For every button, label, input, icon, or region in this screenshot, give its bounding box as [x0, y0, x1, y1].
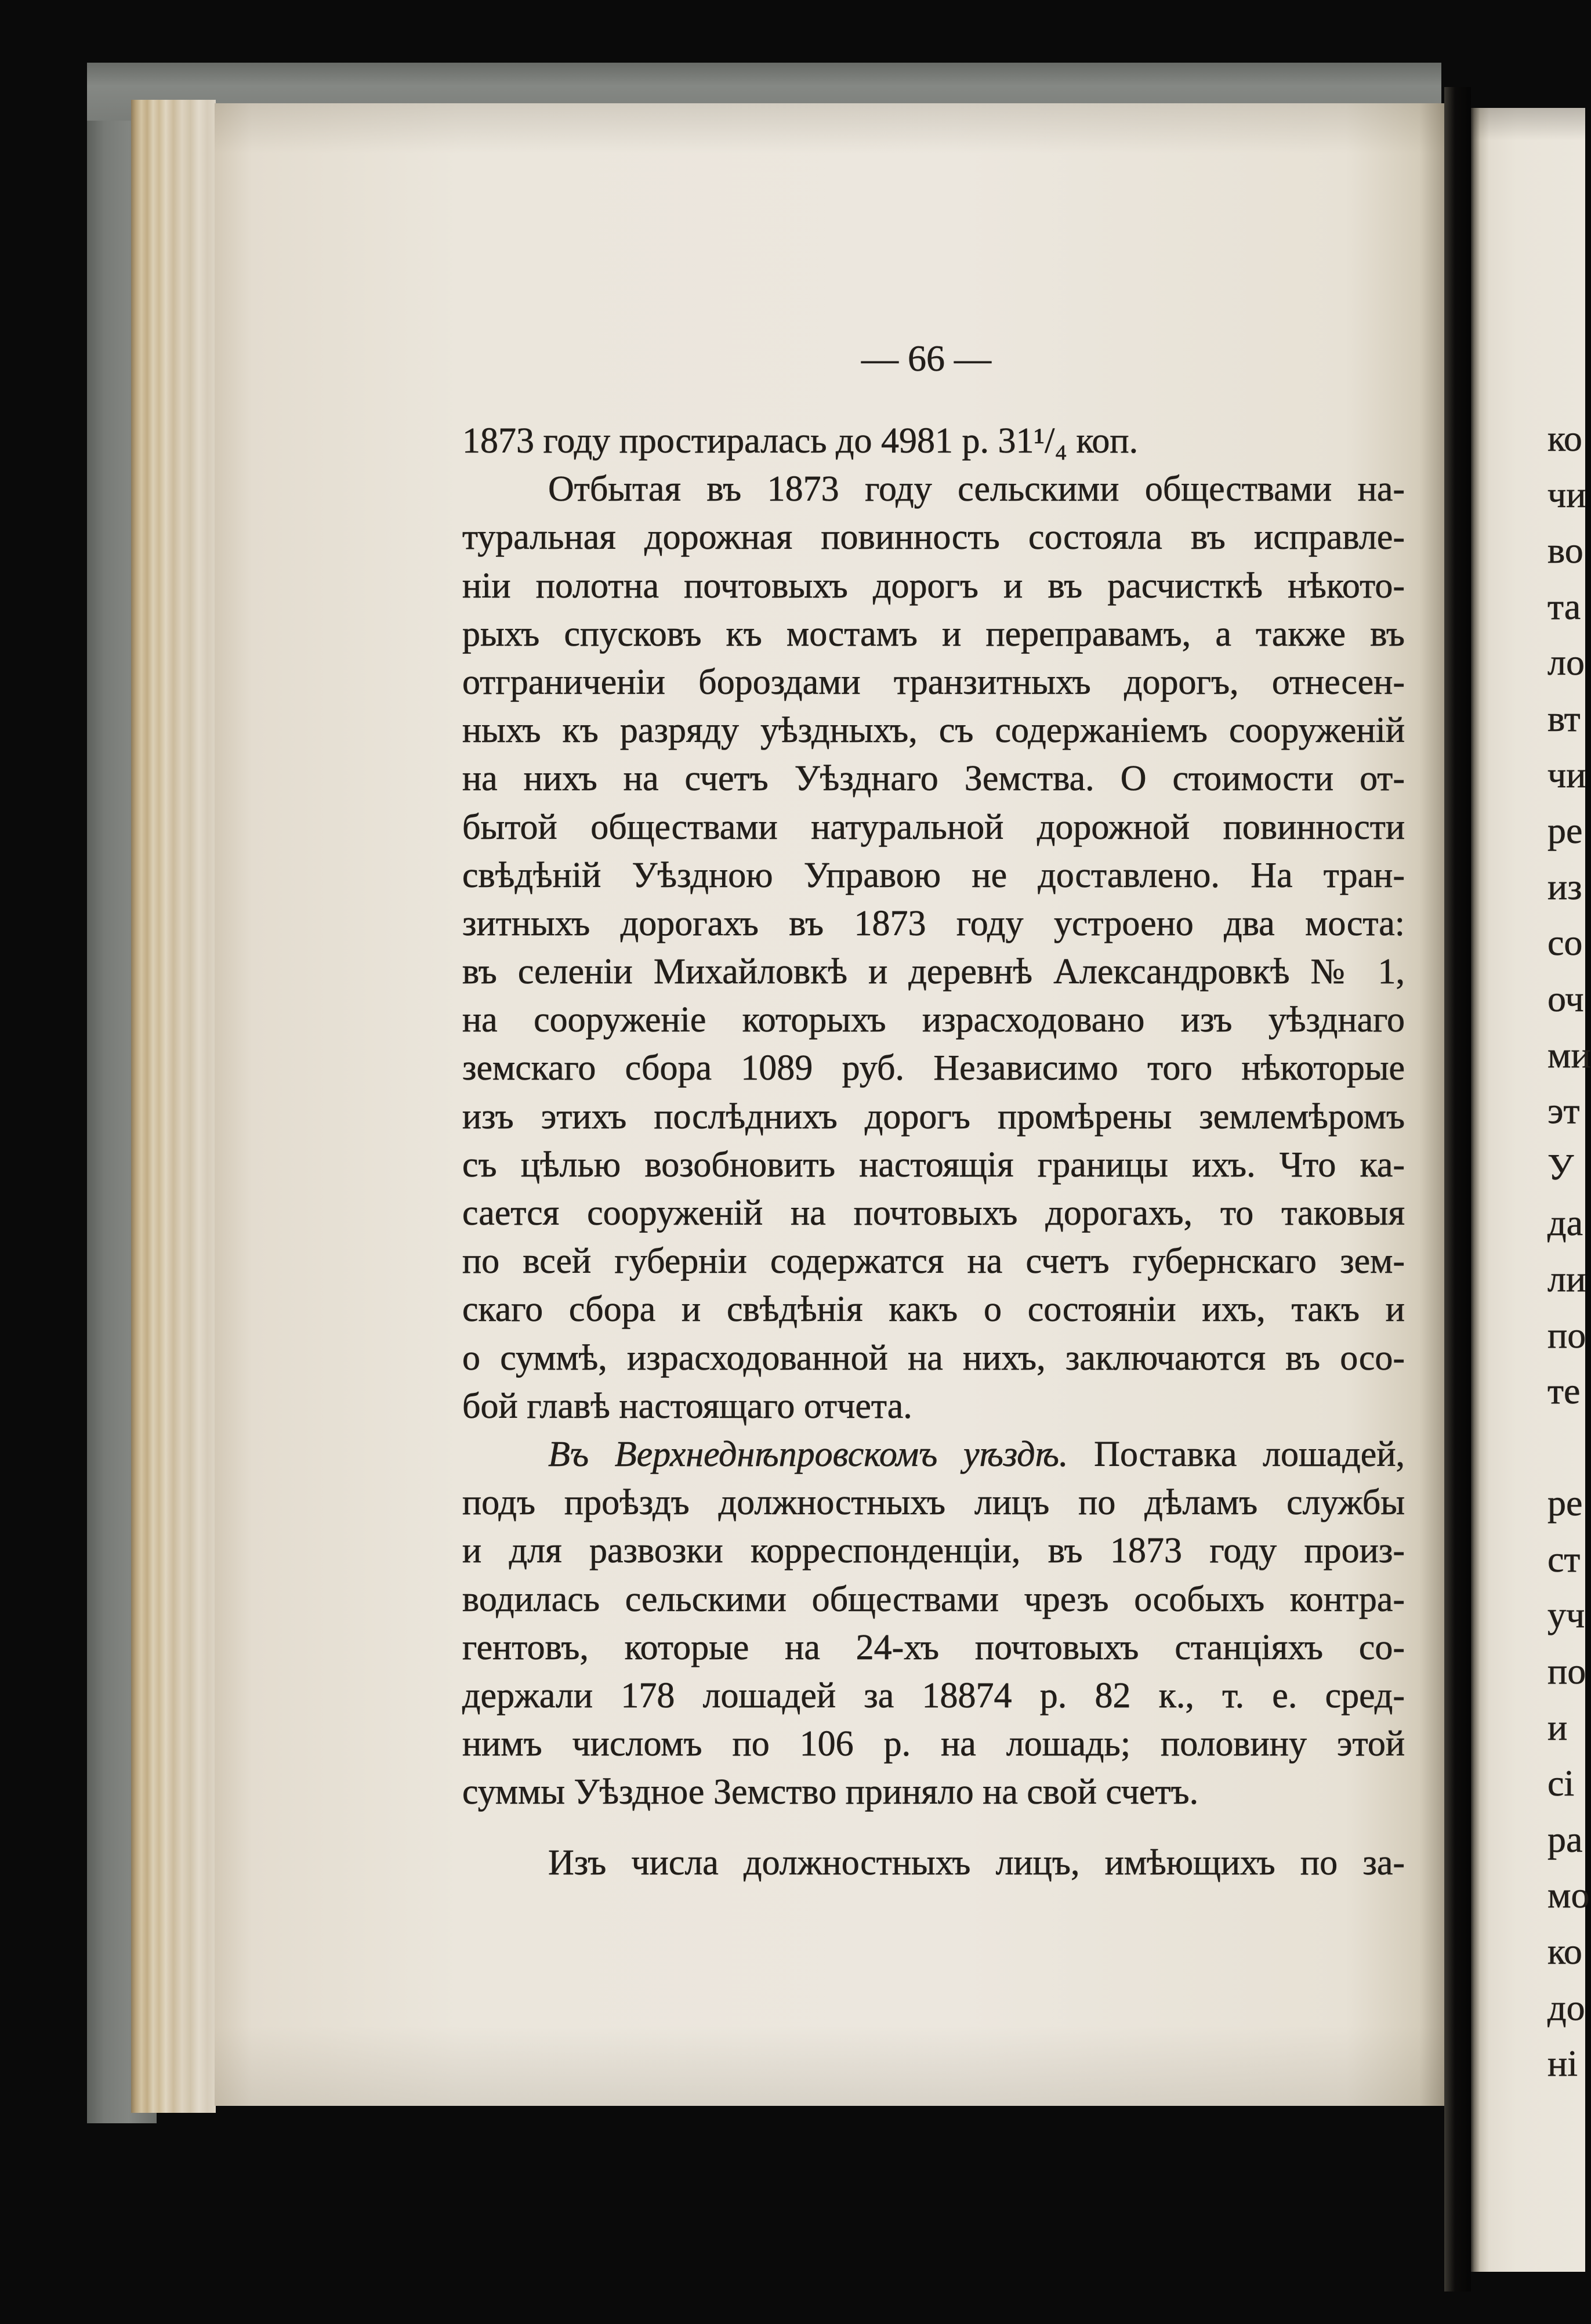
facing-page-fragment: оч [1547, 978, 1584, 1019]
facing-page-fragment: ні [1547, 2043, 1578, 2084]
facing-page-fragment: ми [1547, 1034, 1591, 1076]
book-page [215, 103, 1444, 2106]
facing-page-fragment: ко [1547, 418, 1582, 459]
text-line: отграниченіи бороздами транзитныхъ дорогъ, отнесен- [462, 662, 1405, 702]
facing-page-fragment: мо [1547, 1874, 1590, 1916]
facing-page-fragment: те [1547, 1370, 1581, 1412]
facing-page-fragment: та [1547, 585, 1581, 627]
facing-page-fragment: ло [1547, 642, 1585, 683]
text-line: суммы Уѣздное Земство приняло на свой счетъ. [462, 1772, 1199, 1812]
facing-page-fragment: до [1547, 1986, 1585, 2028]
facing-page-fragment: во [1547, 530, 1583, 571]
gutter-shadow [1444, 87, 1471, 2292]
text-span: Поставка лошадей, [1094, 1434, 1405, 1474]
text-line: зитныхъ дорогахъ въ 1873 году устроено два моста: [462, 903, 1405, 943]
page-number-header: — 66 — [861, 338, 991, 379]
text-line: скаго сбора и свѣдѣнія какъ о состояніи ихъ, такъ и [462, 1290, 1405, 1330]
facing-page-fragment: по [1547, 1314, 1586, 1356]
text-line: сается сооруженій на почтовыхъ дорогахъ, то таковыя [462, 1193, 1405, 1233]
facing-page-fragment: со [1547, 922, 1583, 964]
text-line: изъ этихъ послѣднихъ дорогъ промѣрены землемѣромъ [462, 1096, 1405, 1136]
facing-page-fragment: да [1547, 1202, 1583, 1244]
text-line: въ селеніи Михайловкѣ и деревнѣ Александровкѣ № 1, [462, 952, 1405, 992]
facing-page-fragment: ст [1547, 1538, 1581, 1580]
text-line: туральная дорожная повинность состояла въ исправле- [462, 517, 1405, 558]
facing-page-fragment: сі [1547, 1762, 1575, 1804]
facing-page-fragment: ра [1547, 1818, 1583, 1860]
facing-page-fragment: эт [1547, 1090, 1580, 1132]
facing-page-fragment: и [1547, 1706, 1568, 1748]
text-line: держали 178 лошадей за 18874 р. 82 к., т. е. сред- [462, 1675, 1405, 1715]
text-line: нимъ числомъ по 106 р. на лошадь; половину этой [462, 1724, 1405, 1764]
text-line: бой главѣ настоящаго отчета. [462, 1386, 912, 1426]
text-line: гентовъ, которые на 24-хъ почтовыхъ станціяхъ со- [462, 1627, 1405, 1667]
text-line [462, 1431, 1405, 1479]
facing-page-fragment: вт [1547, 697, 1581, 739]
facing-page-fragment: уч [1547, 1594, 1585, 1636]
blank-line [1547, 1420, 1585, 1476]
text-line: водилась сельскими обществами чрезъ особыхъ контра- [462, 1579, 1405, 1619]
facing-page-fragment: ре [1547, 1482, 1583, 1524]
page-edge-stack [131, 100, 216, 2113]
facing-page-fragment: ко [1547, 1931, 1582, 1972]
text-line: бытой обществами натуральной дорожной повинности [462, 807, 1405, 847]
text-line: Отбытая въ 1873 году сельскими обществами на- [548, 469, 1405, 509]
facing-page-fragment: чи [1547, 473, 1586, 515]
text-line: на нихъ на счетъ Уѣзднаго Земства. О стоимости от- [462, 759, 1405, 799]
facing-page [1471, 108, 1591, 2272]
facing-page-fragment: чи [1547, 754, 1586, 795]
text-line: 1873 году простиралась до 4981 р. 31¹/₄ коп. [462, 421, 1139, 461]
facing-page-fragment: У [1547, 1146, 1574, 1188]
facing-page-fragment: ли [1547, 1258, 1586, 1299]
facing-page-fragment: ре [1547, 810, 1583, 852]
text-line: рыхъ спусковъ къ мостамъ и переправамъ, а также въ [462, 614, 1405, 654]
text-line: съ цѣлью возобновить настоящія границы ихъ. Что ка- [462, 1145, 1405, 1185]
body-text [462, 417, 1405, 1888]
text-line: о суммѣ, израсходованной на нихъ, заключаются въ осо- [462, 1338, 1405, 1378]
text-line: и для развозки корреспонденціи, въ 1873 году произ- [462, 1531, 1405, 1571]
facing-page-text [1547, 411, 1591, 2092]
text-line: земскаго сбора 1089 руб. Независимо того нѣкоторые [462, 1048, 1405, 1088]
text-line: подъ проѣздъ должностныхъ лицъ по дѣламъ службы [462, 1483, 1405, 1523]
facing-page-fragment: из [1547, 866, 1582, 907]
facing-page-fragment: по [1547, 1650, 1586, 1692]
text-line: на сооруженіе которыхъ израсходовано изъ уѣзднаго [462, 1000, 1405, 1040]
text-line: ніи полотна почтовыхъ дорогъ и въ расчисткѣ нѣкото- [462, 566, 1405, 606]
text-line: по всей губерніи содержатся на счетъ губернскаго зем- [462, 1241, 1405, 1282]
text-line: Изъ числа должностныхъ лицъ, имѣющихъ по за- [548, 1843, 1405, 1883]
section-heading: Въ Верхнеднѣпровскомъ уѣздѣ. [548, 1434, 1068, 1474]
text-line: свѣдѣній Уѣздною Управою не доставлено. На тран- [462, 855, 1405, 895]
text-line: ныхъ къ разряду уѣздныхъ, съ содержаніемъ сооруженій [462, 711, 1405, 751]
